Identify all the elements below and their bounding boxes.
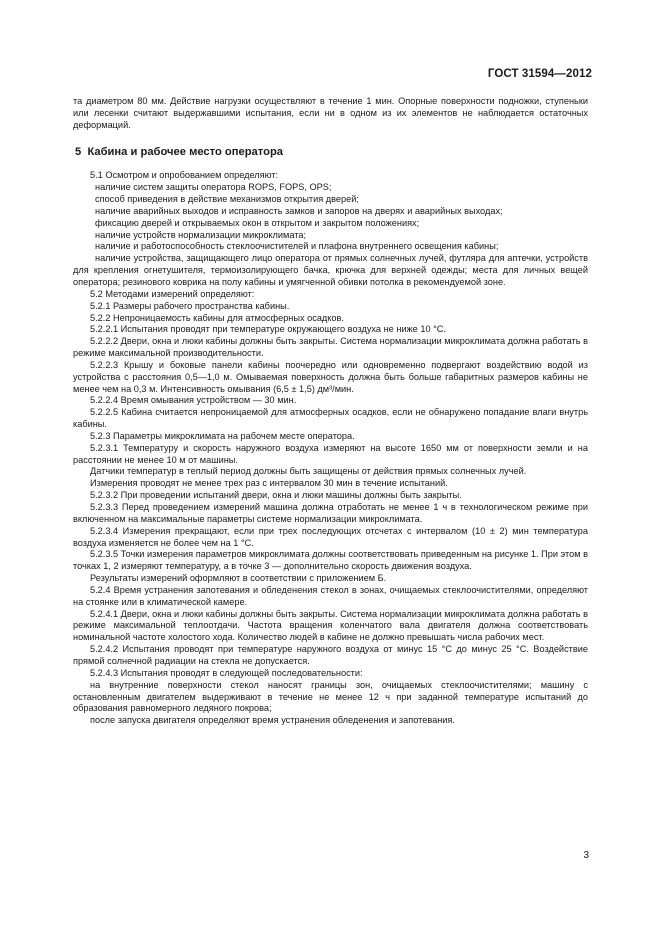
intro-paragraph: та диаметром 80 мм. Действие нагрузки осуществляют в течение 1 мин. Опорные поверхности подножки, ступеньки или лесенки считают выдержавшими испытания, если ни в одном из их элементов не наблюдается остаточных деформаций. <box>73 96 588 130</box>
paragraph: 5.2.3.3 Перед проведением измерений машина должна отработать не менее 1 ч в технологическом режиме при включенном на максимальные параметры системе нормализации микроклимата. <box>73 502 588 524</box>
paragraph: 5.2.2.3 Крышу и боковые панели кабины поочередно или одновременно подвергают воздействию водой из устройства с расстояния 0,5—1,0 м. Омываемая поверхность должна быть больше габаритных размеров кабины не менее чем на 0,3 м. Интенсивность омывания (6,5 ± 1,5) дм³/мин. <box>73 359 588 394</box>
paragraph: после запуска двигателя определяют время устранения обледенения и запотевания. <box>90 715 455 726</box>
paragraph: Измерения проводят не менее трех раз с интервалом 30 мин в течение испытаний. <box>90 478 448 489</box>
paragraph: способ приведения в действие механизмов открытия дверей; <box>95 194 359 205</box>
document-body <box>73 96 588 727</box>
paragraph: 5.1 Осмотром и опробованием определяют: <box>90 170 279 181</box>
paragraph: наличие аварийных выходов и исправность замков и запоров на дверях и аварийных выходах; <box>95 205 503 216</box>
paragraph: 5.2.3.4 Измерения прекращают, если при трех последующих отсчетах с интервалом (10 ± 2) мин температура воздуха изменяется не более чем на 1 °С. <box>73 525 588 548</box>
paragraph: 5.2.2 Непроницаемость кабины для атмосферных осадков. <box>90 312 344 323</box>
paragraph: 5.2.2.1 Испытания проводят при температуре окружающего воздуха не ниже 10 °С. <box>90 324 446 335</box>
paragraph: 5.2.4.2 Испытания проводят при температуре наружного воздуха от минус 15 °С до минус 25 °С. Воздействие прямой солнечной радиации на стекла не допускается. <box>73 644 588 666</box>
paragraph: 5.2.3.1 Температуру и скорость наружного воздуха измеряют на высоте 1650 мм от поверхности земли и на расстоянии не менее 10 м от машины. <box>73 442 588 465</box>
paragraph: наличие и работоспособность стеклоочистителей и плафона внутреннего освещения кабины; <box>95 241 499 252</box>
section-title: Кабина и рабочее место оператора <box>87 145 284 158</box>
paragraph: 5.2.2.5 Кабина считается непроницаемой для атмосферных осадков, если не обнаружено попадание влаги внутрь кабины. <box>73 407 588 430</box>
page-number: 3 <box>583 850 589 861</box>
paragraph: фиксацию дверей и открываемых окон в открытом и закрытом положениях; <box>95 217 420 228</box>
paragraph: 5.2.4 Время устранения запотевания и обледенения стекол в зонах, очищаемых стеклоочистителями, определяют на стоянке или в климатической камере. <box>73 584 588 607</box>
paragraph: 5.2.3 Параметры микроклимата на рабочем месте оператора. <box>90 430 355 441</box>
paragraph: Датчики температур в теплый период должны быть защищены от действия прямых солнечных лучей. <box>90 466 527 477</box>
paragraph: 5.2.4.3 Испытания проводят в следующей последовательности: <box>90 667 363 678</box>
paragraph: 5.2.2.2 Двери, окна и люки кабины должны быть закрыты. Система нормализации микроклимата должна работать в режиме максимальной производительности. <box>73 336 588 359</box>
document-header: ГОСТ 31594—2012 <box>487 68 592 80</box>
paragraph: 5.2 Методами измерений определяют: <box>90 288 255 299</box>
paragraph: наличие устройства, защищающего лицо оператора от прямых солнечных лучей, футляра для аптечки, устройств для крепления огнетушителя, термоизолирующего бачка, крючка для верхней одежды; места для личных вещей оператора; резинового коврика на полу кабины и умягченной обивки потолка в рекомендуемой зоне. <box>73 253 588 287</box>
paragraph: на внутренние поверхности стекол наносят границы зон, очищаемых стеклоочистителями; машину с остановленным двигателем выдерживают в течение не менее 12 ч при заданной температуре испытаний до образования равномерного ледяного покрова; <box>73 679 588 714</box>
paragraph: Результаты измерений оформляют в соответствии с приложением Б. <box>90 573 387 584</box>
paragraph: 5.2.2.4 Время омывания устройством — 30 мин. <box>90 395 297 406</box>
section-number: 5 <box>75 145 82 158</box>
paragraph: 5.2.4.1 Двери, окна и люки кабины должны быть закрыты. Система нормализации микроклимата должна работать в режиме максимальной теплоотдачи. Частота вращения коленчатого вала двигателя должна соответствовать номинальной частоте холостого хода. Количество людей в кабине не должно превышать числа рабочих мест. <box>73 608 588 643</box>
paragraph: наличие систем защиты оператора ROPS, FOPS, OPS; <box>95 182 332 193</box>
paragraph: 5.2.3.2 При проведении испытаний двери, окна и люки машины должны быть закрыты. <box>90 490 462 501</box>
paragraph: 5.2.3.5 Точки измерения параметров микроклимата должны соответствовать приведенным на рисунке 1. При этом в точках 1, 2 измеряют температуру, а в точке 3 — дополнительно скорость движения воздуха. <box>73 549 588 572</box>
paragraph: наличие устройств нормализации микроклимата; <box>95 229 307 240</box>
section-heading <box>75 147 588 159</box>
paragraph: 5.2.1 Размеры рабочего пространства кабины. <box>90 300 290 311</box>
